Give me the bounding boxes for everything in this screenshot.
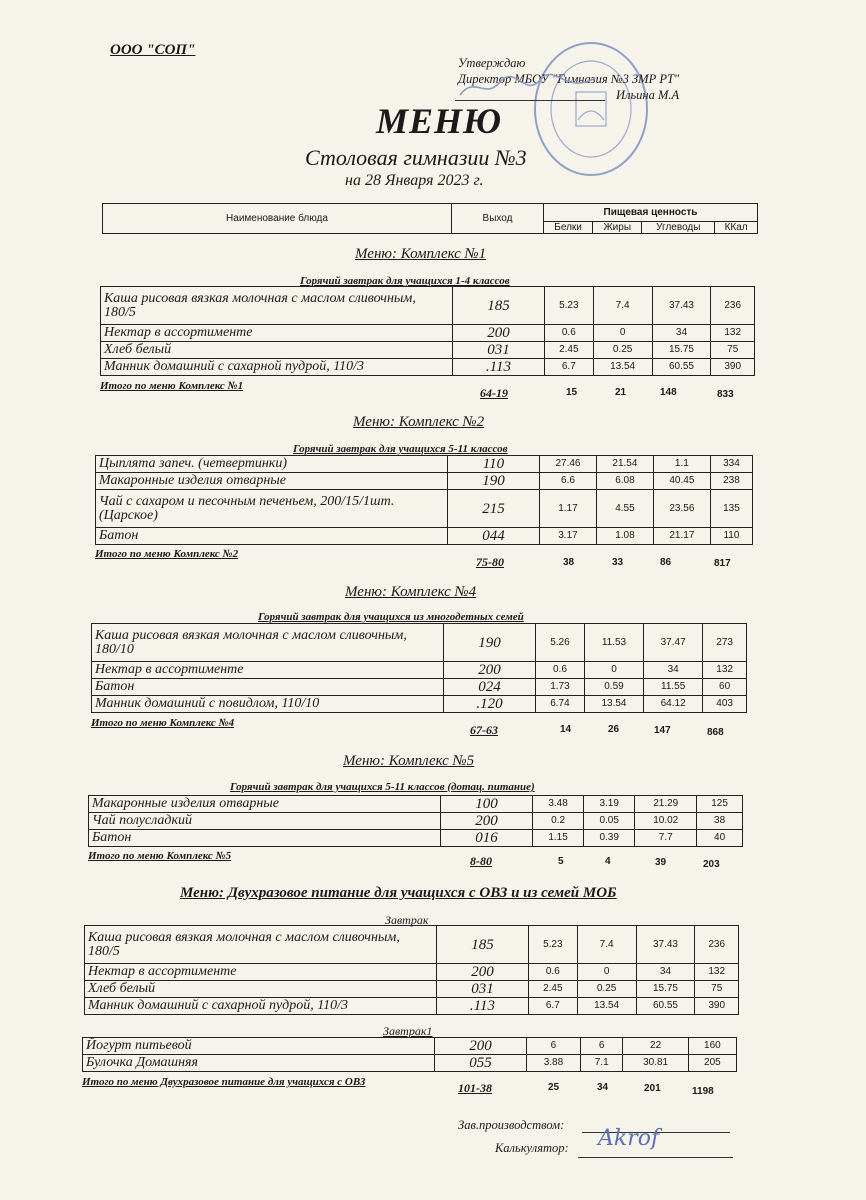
director-signature-icon (455, 70, 605, 104)
total-kcal: 817 (714, 558, 731, 569)
meal-title: Горячий завтрак для учащихся 1-4 классов (300, 275, 510, 287)
dish-fat: 7.4 (593, 287, 652, 325)
dish-carbs: 37.43 (652, 287, 711, 325)
menu-table (82, 1037, 737, 1072)
dish-carbs: 60.55 (636, 998, 695, 1015)
meal-title: Горячий завтрак для учащихся из многодетных семей (258, 611, 524, 623)
dish-yield: 031 (453, 342, 545, 359)
dish-carbs: 64.12 (644, 696, 703, 713)
table-row (89, 830, 743, 847)
total-yield: 75-80 (476, 555, 504, 569)
menu-title: Меню: Комплекс №1 (355, 246, 487, 262)
table-row (83, 1055, 737, 1072)
dish-name: Булочка Домашняя (83, 1055, 435, 1072)
col-protein: Белки (544, 222, 593, 234)
dish-name: Нектар в ассортименте (92, 662, 444, 679)
dish-carbs: 7.7 (635, 830, 697, 847)
dish-protein: 5.23 (529, 926, 578, 964)
dish-carbs: 30.81 (623, 1055, 688, 1072)
dish-yield: 185 (453, 287, 545, 325)
menu-title: Меню: Комплекс №2 (353, 414, 485, 430)
dish-carbs: 37.47 (644, 624, 703, 662)
dish-protein: 5.23 (545, 287, 594, 325)
dish-protein: 5.26 (536, 624, 585, 662)
total-yield: 101-38 (458, 1081, 492, 1095)
dish-name: Нектар в ассортименте (101, 325, 453, 342)
dish-fat: 21.54 (596, 456, 653, 473)
total-carbs: 201 (644, 1083, 661, 1094)
column-header-table (102, 203, 758, 234)
dish-name: Нектар в ассортименте (85, 964, 437, 981)
table-row (92, 679, 747, 696)
table-row (89, 796, 743, 813)
dish-name: Батон (92, 679, 444, 696)
dish-fat: 1.08 (596, 528, 653, 545)
table-row (96, 490, 753, 528)
dish-name: Батон (89, 830, 441, 847)
dish-kcal: 38 (697, 813, 743, 830)
dish-protein: 1.73 (536, 679, 585, 696)
dish-yield: .113 (437, 998, 529, 1015)
dish-protein: 0.6 (545, 325, 594, 342)
dish-yield: .113 (453, 359, 545, 376)
table-row (85, 981, 739, 998)
dish-name: Макаронные изделия отварные (89, 796, 441, 813)
table-row (96, 456, 753, 473)
total-yield: 64-19 (480, 386, 508, 400)
col-nutrition: Пищевая ценность (544, 204, 758, 222)
total-fat: 21 (615, 387, 627, 398)
table-row (92, 696, 747, 713)
dish-protein: 3.17 (540, 528, 597, 545)
dish-carbs: 21.29 (635, 796, 697, 813)
meal-title: Завтрак (385, 913, 429, 927)
dish-yield: 200 (444, 662, 536, 679)
total-protein: 25 (548, 1082, 560, 1093)
dish-protein: 3.88 (527, 1055, 581, 1072)
dish-kcal: 236 (711, 287, 755, 325)
dish-kcal: 390 (711, 359, 755, 376)
menu-table (91, 623, 747, 713)
dish-kcal: 205 (688, 1055, 736, 1072)
table-row (83, 1038, 737, 1055)
dish-protein: 6.6 (540, 473, 597, 490)
total-carbs: 147 (654, 725, 671, 736)
dish-yield: 190 (444, 624, 536, 662)
dish-yield: 200 (435, 1038, 527, 1055)
dish-yield: 200 (437, 964, 529, 981)
dish-yield: 031 (437, 981, 529, 998)
approve-line-2: Директор МБОУ "Гимназия №3 ЗМР РТ" (458, 72, 680, 86)
dish-carbs: 15.75 (652, 342, 711, 359)
dish-name: Йогурт питьевой (83, 1038, 435, 1055)
dish-kcal: 238 (710, 473, 752, 490)
dish-fat: 7.4 (577, 926, 636, 964)
total-kcal: 1198 (692, 1086, 714, 1097)
total-kcal: 833 (717, 389, 734, 400)
dish-fat: 0 (593, 325, 652, 342)
calculator-signature-line (578, 1157, 733, 1158)
dish-name: Батон (96, 528, 448, 545)
dish-protein: 27.46 (540, 456, 597, 473)
dish-carbs: 1.1 (653, 456, 710, 473)
meal-title: Горячий завтрак для учащихся 5-11 классов (дотац. питание) (230, 781, 535, 793)
total-label: Итого по меню Комплекс №5 (88, 850, 232, 862)
total-protein: 5 (558, 856, 564, 867)
dish-kcal: 135 (710, 490, 752, 528)
dish-carbs: 40.45 (653, 473, 710, 490)
dish-name: Хлеб белый (101, 342, 453, 359)
table-row (85, 964, 739, 981)
dish-fat: 11.53 (584, 624, 643, 662)
dish-fat: 0.59 (584, 679, 643, 696)
dish-protein: 6.7 (545, 359, 594, 376)
dish-yield: 024 (444, 679, 536, 696)
dish-carbs: 37.43 (636, 926, 695, 964)
table-row (101, 342, 755, 359)
dish-name: Чай с сахаром и песочным печеньем, 200/15/1шт. (Царское) (96, 490, 448, 528)
total-protein: 14 (560, 724, 572, 735)
total-carbs: 86 (660, 557, 672, 568)
dish-kcal: 160 (688, 1038, 736, 1055)
table-row (101, 287, 755, 325)
organization-name: ООО "СОП" (110, 42, 196, 58)
dish-carbs: 21.17 (653, 528, 710, 545)
dish-fat: 0.39 (584, 830, 635, 847)
dish-name: Цыплята запеч. (четвертинки) (96, 456, 448, 473)
col-kcal: ККал (715, 222, 758, 234)
menu-table (88, 795, 743, 847)
dish-carbs: 22 (623, 1038, 688, 1055)
table-row (92, 662, 747, 679)
dish-protein: 0.6 (529, 964, 578, 981)
total-fat: 4 (605, 856, 611, 867)
dish-kcal: 390 (695, 998, 739, 1015)
menu-title: Меню: Двухразовое питание для учащихся с ОВЗ и из семей МОБ (180, 885, 617, 901)
dish-fat: 0.05 (584, 813, 635, 830)
dish-name: Каша рисовая вязкая молочная с маслом сливочным, 180/5 (85, 926, 437, 964)
dish-protein: 1.15 (533, 830, 584, 847)
dish-yield: .120 (444, 696, 536, 713)
col-carbs: Углеводы (642, 222, 715, 234)
total-label: Итого по меню Комплекс №2 (95, 548, 239, 560)
total-fat: 34 (597, 1082, 609, 1093)
total-protein: 38 (563, 557, 575, 568)
dish-name: Манник домашний с повидлом, 110/10 (92, 696, 444, 713)
dish-fat: 3.19 (584, 796, 635, 813)
dish-name: Каша рисовая вязкая молочная с маслом сливочным, 180/10 (92, 624, 444, 662)
total-fat: 33 (612, 557, 624, 568)
dish-fat: 6 (580, 1038, 623, 1055)
dish-carbs: 11.55 (644, 679, 703, 696)
table-row (96, 528, 753, 545)
dish-fat: 13.54 (577, 998, 636, 1015)
dish-protein: 1.17 (540, 490, 597, 528)
dish-kcal: 125 (697, 796, 743, 813)
menu-date: на 28 Января 2023 г. (345, 172, 484, 189)
dish-kcal: 403 (703, 696, 747, 713)
meal-title: Горячий завтрак для учащихся 5-11 классов (293, 443, 508, 455)
dish-fat: 6.08 (596, 473, 653, 490)
dish-protein: 0.6 (536, 662, 585, 679)
dish-yield: 044 (448, 528, 540, 545)
dish-name: Манник домашний с сахарной пудрой, 110/3 (85, 998, 437, 1015)
dish-carbs: 34 (644, 662, 703, 679)
dish-yield: 100 (441, 796, 533, 813)
table-row (101, 359, 755, 376)
dish-fat: 13.54 (584, 696, 643, 713)
total-protein: 15 (566, 387, 578, 398)
dish-kcal: 236 (695, 926, 739, 964)
dish-carbs: 60.55 (652, 359, 711, 376)
table-row (89, 813, 743, 830)
table-row (96, 473, 753, 490)
dish-fat: 0.25 (593, 342, 652, 359)
menu-table (95, 455, 753, 545)
menu-title: Меню: Комплекс №4 (345, 584, 477, 600)
col-name: Наименование блюда (103, 204, 452, 234)
total-label: Итого по меню Комплекс №4 (91, 717, 235, 729)
dish-kcal: 273 (703, 624, 747, 662)
menu-title: Меню: Комплекс №5 (343, 753, 475, 769)
dish-kcal: 40 (697, 830, 743, 847)
dish-name: Чай полусладкий (89, 813, 441, 830)
dish-fat: 13.54 (593, 359, 652, 376)
dish-carbs: 15.75 (636, 981, 695, 998)
dish-kcal: 132 (703, 662, 747, 679)
dish-name: Хлеб белый (85, 981, 437, 998)
dish-protein: 6.74 (536, 696, 585, 713)
dish-fat: 0 (577, 964, 636, 981)
total-label: Итого по меню Двухразовое питание для учащихся с ОВЗ (82, 1076, 366, 1088)
dish-fat: 0.25 (577, 981, 636, 998)
total-kcal: 868 (707, 727, 724, 738)
dish-yield: 200 (441, 813, 533, 830)
table-row (101, 325, 755, 342)
calculator-signature: Akrof (598, 1126, 660, 1151)
total-yield: 67-63 (470, 723, 498, 737)
dish-protein: 6.7 (529, 998, 578, 1015)
dish-name: Каша рисовая вязкая молочная с маслом сливочным, 180/5 (101, 287, 453, 325)
total-fat: 26 (608, 724, 620, 735)
dish-kcal: 110 (710, 528, 752, 545)
meal-title: Завтрак1 (383, 1024, 433, 1038)
dish-kcal: 132 (711, 325, 755, 342)
table-row (92, 624, 747, 662)
dish-kcal: 60 (703, 679, 747, 696)
dish-fat: 7.1 (580, 1055, 623, 1072)
total-carbs: 39 (655, 857, 667, 868)
approve-line-1: Утверждаю (458, 56, 526, 70)
dish-carbs: 34 (652, 325, 711, 342)
dish-protein: 2.45 (545, 342, 594, 359)
table-row (85, 998, 739, 1015)
dish-carbs: 23.56 (653, 490, 710, 528)
calculator-label: Калькулятор: (495, 1141, 569, 1155)
production-label: Зав.производством: (458, 1118, 565, 1132)
dish-yield: 110 (448, 456, 540, 473)
total-kcal: 203 (703, 859, 720, 870)
col-fat: Жиры (593, 222, 642, 234)
total-label: Итого по меню Комплекс №1 (100, 380, 244, 392)
dish-yield: 200 (453, 325, 545, 342)
dish-fat: 4.55 (596, 490, 653, 528)
director-name: Ильина М.А (616, 88, 680, 102)
dish-yield: 215 (448, 490, 540, 528)
menu-table (84, 925, 739, 1015)
dish-yield: 055 (435, 1055, 527, 1072)
dish-protein: 0.2 (533, 813, 584, 830)
col-yield: Выход (452, 204, 544, 234)
menu-table (100, 286, 755, 376)
dish-protein: 6 (527, 1038, 581, 1055)
dish-yield: 185 (437, 926, 529, 964)
total-carbs: 148 (660, 387, 677, 398)
dish-kcal: 132 (695, 964, 739, 981)
dish-kcal: 75 (711, 342, 755, 359)
page-title: МЕНЮ (376, 101, 503, 141)
table-row (85, 926, 739, 964)
dish-kcal: 334 (710, 456, 752, 473)
dish-name: Макаронные изделия отварные (96, 473, 448, 490)
dish-yield: 016 (441, 830, 533, 847)
dish-kcal: 75 (695, 981, 739, 998)
dish-fat: 0 (584, 662, 643, 679)
dish-protein: 2.45 (529, 981, 578, 998)
dish-protein: 3.48 (533, 796, 584, 813)
page-subtitle: Столовая гимназии №3 (305, 145, 527, 170)
total-yield: 8-80 (470, 854, 492, 868)
dish-carbs: 10.02 (635, 813, 697, 830)
dish-name: Манник домашний с сахарной пудрой, 110/3 (101, 359, 453, 376)
dish-carbs: 34 (636, 964, 695, 981)
dish-yield: 190 (448, 473, 540, 490)
